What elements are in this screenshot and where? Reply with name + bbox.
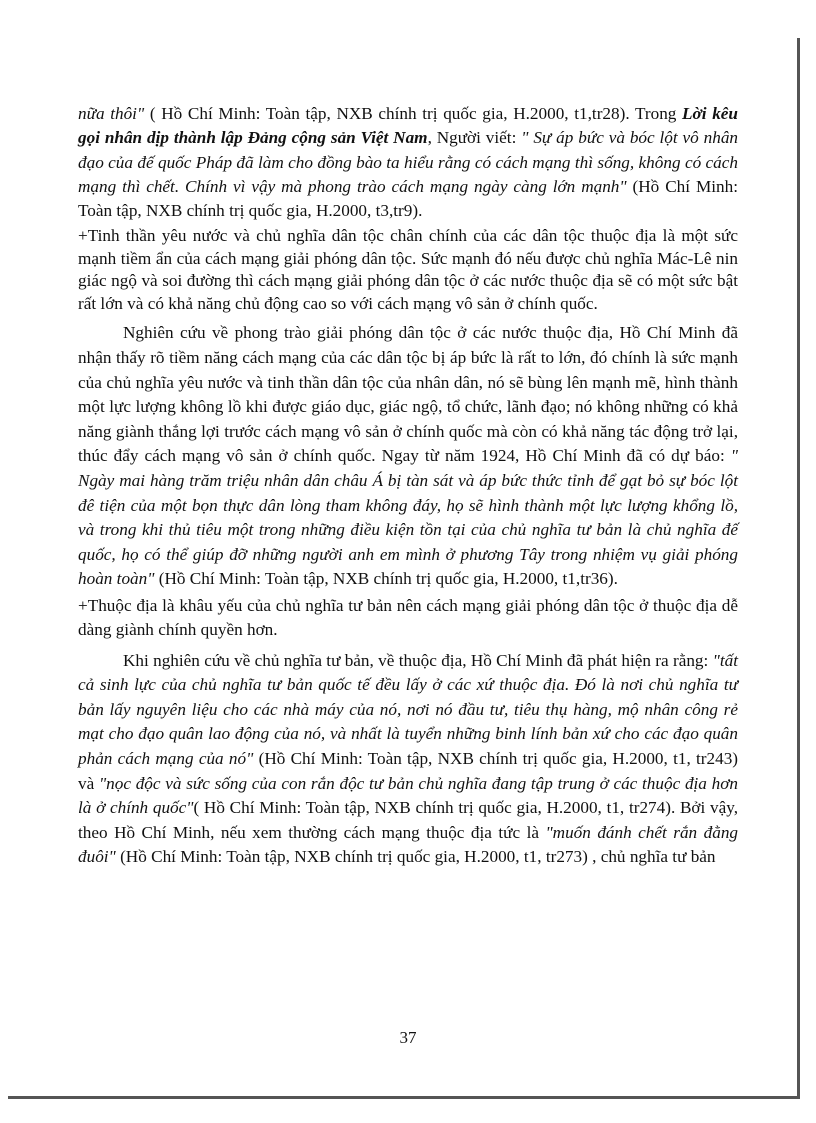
- quote: " Ngày mai hàng trăm triệu nhân dân châu Á bị tàn sát và áp bức thức tỉnh để gạt bỏ sự bóc lột đê tiện của một bọn thực dân lòng tham không đáy, họ sẽ hình thành một lực lượng khổng lồ, và trong khi thủ tiêu một trong những điều kiện tồn tại của chủ nghĩa tư bản là chủ nghĩa đế quốc, họ có thể giúp đỡ những người anh em mình ở phương Tây trong nhiệm vụ giải phóng hoàn toàn": [78, 446, 738, 589]
- paragraph-4: +Thuộc địa là khâu yếu của chủ nghĩa tư bản nên cách mạng giải phóng dân tộc ở thuộc địa dễ dàng giành chính quyền hơn.: [78, 596, 738, 640]
- paragraph-2: +Tinh thần yêu nước và chủ nghĩa dân tộc chân chính của các dân tộc thuộc địa là một sức mạnh tiềm ẩn của cách mạng giải phóng dân tộc. Sức mạnh đó nếu được chủ nghĩa Mác-Lê nin giác ngộ và soi đường thì cách mạng giải phóng dân tộc ở các nước thuộc địa sẽ có một sức bật rất lớn và có khả năng chủ động cao so với cách mạng vô sản ở chính quốc.: [78, 226, 738, 313]
- page-number: 37: [399, 1028, 417, 1047]
- quote: "tất cả sinh lực của chủ nghĩa tư bản quốc tế đều lấy ở các xứ thuộc địa. Đó là nơi chủ nghĩa tư bản lấy nguyên liệu cho các nhà máy của nó, nơi nó đầu tư, tiêu thụ hàng, mộ nhân công rẻ mạt cho đạo quân lao động của nó, và nhất là tuyển những binh lính bản xứ cho các đạo quân phản cách mạng của nó": [78, 650, 738, 768]
- page-border-bottom: [8, 1096, 800, 1099]
- paragraph-1: nữa thôi" ( Hồ Chí Minh: Toàn tập, NXB chính trị quốc gia, H.2000, t1,tr28). Trong Lời kêu gọi nhân dịp thành lập Đảng cộng sản Việt Nam, Người viết: " Sự áp bức và bóc lột vô nhân đạo của đế quốc Pháp đã làm cho đồng bào ta hiểu rằng có cách mạng thì sống, không có cách mạng thì chết. Chính vì vậy mà phong trào cách mạng ngày càng lớn mạnh" (Hồ Chí Minh: Toàn tập, NXB chính trị quốc gia, H.2000, t3,tr9).: [78, 104, 739, 221]
- page-border-right: [797, 38, 800, 1098]
- paragraph-5: Khi nghiên cứu về chủ nghĩa tư bản, về thuộc địa, Hồ Chí Minh đã phát hiện ra rằng: "tất cả sinh lực của chủ nghĩa tư bản quốc tế đều lấy ở các xứ thuộc địa. Đó là nơi chủ nghĩa tư bản lấy nguyên liệu cho các nhà máy của nó, nơi nó đầu tư, tiêu thụ hàng, mộ nhân công rẻ mạt cho đạo quân lao động của nó, và nhất là tuyển những binh lính bản xứ cho các đạo quân phản cách mạng của nó" (Hồ Chí Minh: Toàn tập, NXB chính trị quốc gia, H.2000, t1, tr243) và "nọc độc và sức sống của con rắn độc tư bản chủ nghĩa đang tập trung ở các thuộc địa hơn là ở chính quốc"( Hồ Chí Minh: Toàn tập, NXB chính trị quốc gia, H.2000, t1, tr274). Bởi vậy, theo Hồ Chí Minh, nếu xem thường cách mạng thuộc địa tức là "muốn đánh chết rắn đằng đuôi" (Hồ Chí Minh: Toàn tập, NXB chính trị quốc gia, H.2000, t1, tr273) , chủ nghĩa tư bản: [78, 650, 739, 867]
- citation: (Hồ Chí Minh: Toàn tập, NXB chính trị quốc gia, H.2000, t1, tr273) , chủ nghĩa tư bản: [115, 847, 716, 867]
- citation: (Hồ Chí Minh: Toàn tập, NXB chính trị quốc gia, H.2000, t1, tr243) và: [78, 748, 739, 793]
- quote: "nọc độc và sức sống của con rắn độc tư bản chủ nghĩa đang tập trung ở các thuộc địa hơn là ở chính quốc": [78, 773, 738, 818]
- paragraph-3: Nghiên cứu về phong trào giải phóng dân tộc ở các nước thuộc địa, Hồ Chí Minh đã nhận thấy rõ tiềm năng cách mạng của các dân tộc bị áp bức là rất to lớn, đó chính là sức mạnh của chủ nghĩa yêu nước và tinh thần dân tộc của nhân dân, nó sẽ bùng lên mạnh mẽ, hình thành một lực lượng không lồ khi được giáo dục, giác ngộ, tổ chức, lãnh đạo; nó không những có khả năng giành thắng lợi trước cách mạng vô sản ở chính quốc mà còn có khả năng tác động trở lại, thúc đẩy cách mạng vô sản ở chính quốc. Ngay từ năm 1924, Hồ Chí Minh đã có dự báo: " Ngày mai hàng trăm triệu nhân dân châu Á bị tàn sát và áp bức thức tỉnh để gạt bỏ sự bóc lột đê tiện của một bọn thực dân lòng tham không đáy, họ sẽ hình thành một lực lượng khổng lồ, và trong khi thủ tiêu một trong những điều kiện tồn tại của chủ nghĩa tư bản là chủ nghĩa đế quốc, họ có thể giúp đỡ những người anh em mình ở phương Tây trong nhiệm vụ giải phóng hoàn toàn" (Hồ Chí Minh: Toàn tập, NXB chính trị quốc gia, H.2000, t1,tr36).: [78, 323, 738, 589]
- text-body: [78, 102, 738, 870]
- call-title: Lời kêu gọi nhân dịp thành lập Đảng cộng sản Việt Nam: [78, 104, 738, 148]
- quote: "muốn đánh chết rắn đằng đuôi": [78, 822, 739, 867]
- citation: ( Hồ Chí Minh: Toàn tập, NXB chính trị quốc gia, H.2000, t1, tr274). Bởi vậy, theo Hồ Chí Minh, nếu xem thường cách mạng thuộc địa tức là: [78, 798, 738, 842]
- citation: (Hồ Chí Minh: Toàn tập, NXB chính trị quốc gia, H.2000, t1,tr36).: [158, 569, 618, 589]
- citation: (Hồ Chí Minh: Toàn tập, NXB chính trị quốc gia, H.2000, t3,tr9).: [78, 176, 738, 221]
- quote: " Sự áp bức và bóc lột vô nhân đạo của đế quốc Pháp đã làm cho đồng bào ta hiểu rằng có cách mạng thì sống, không có cách mạng thì chết. Chính vì vậy mà phong trào cách mạng ngày càng lớn mạnh": [78, 128, 739, 196]
